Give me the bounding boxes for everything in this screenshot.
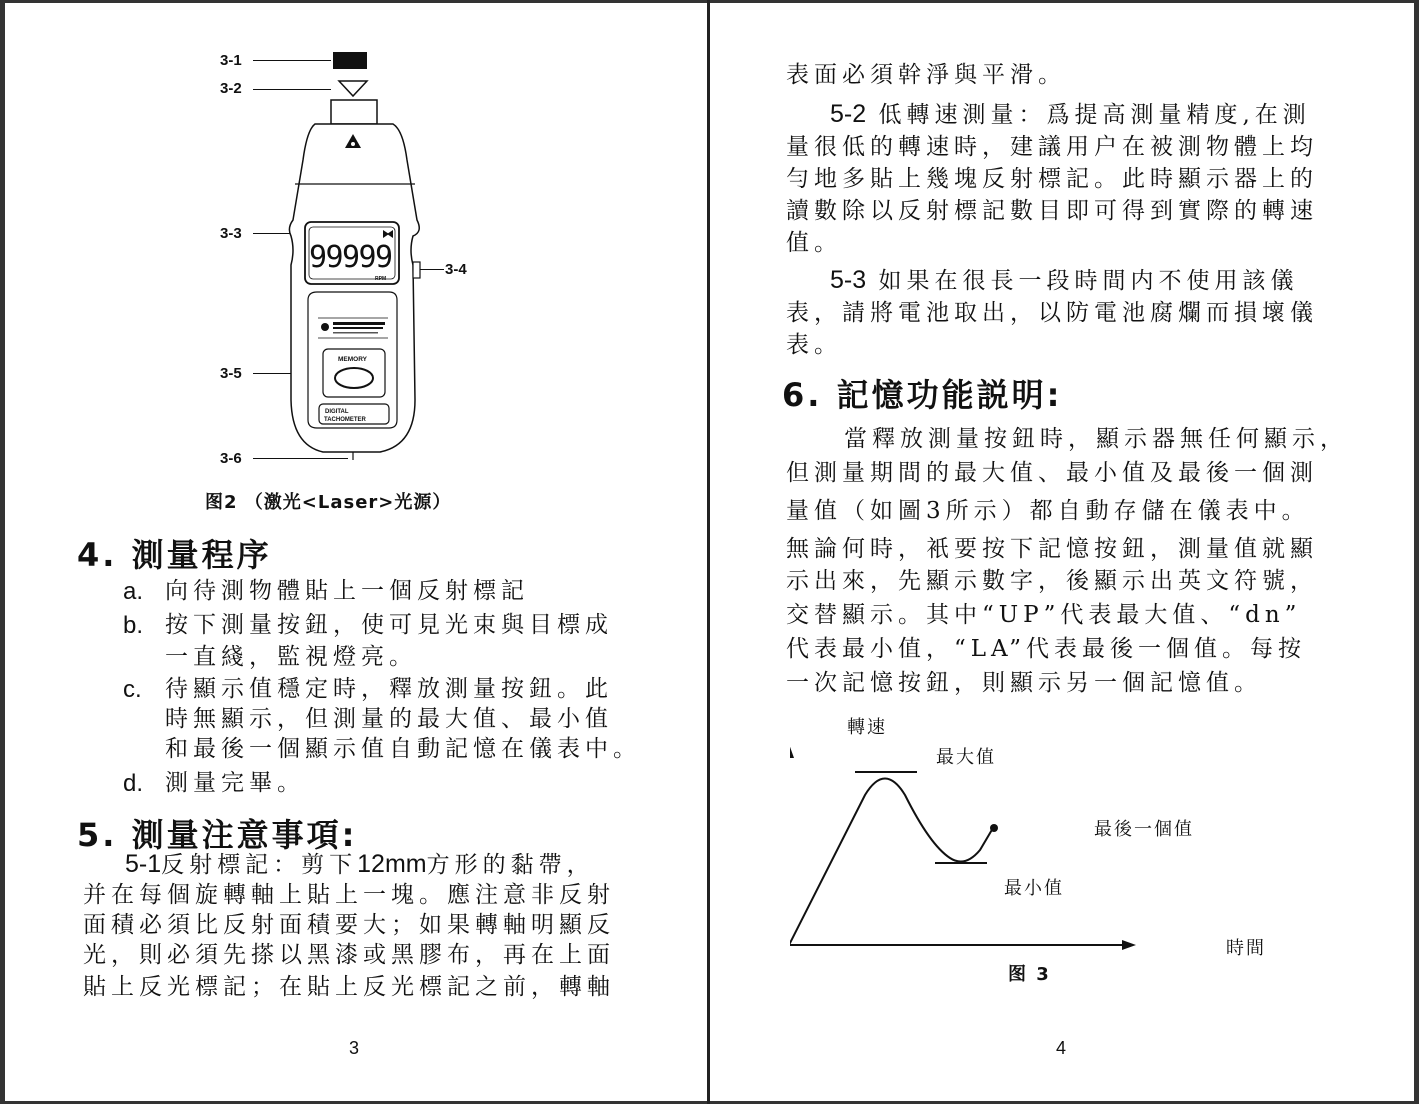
section-5-heading: 5. 測量注意事項:: [77, 816, 358, 854]
right-page: 表面必須幹淨與平滑。 5-2 低轉速測量：爲提高測量精度,在測 量很低的轉速時，建議用户在被測物體上均 勻地多貼上幾塊反射標記。此時顯示器上的 讀數除以反射標記數目即可得到實際的轉速 值。 5-3 如果在很長一段時間内不使用該儀 表，請將電池取出，以防電池腐爛而損壞儀 表。 6. 記憶功能説明: 當釋放測量按鈕時，顯示器無任何顯示， 但測量期間的最大值、最小值及最後一個測 量值（如圖3所示）都自動存儲在儀表中。 無論何時，衹要按下記憶按鈕，測量值就顯 示出來，先顯示數字，後顯示出英文符號， 交替顯示。其中“UP”代表最大值、“dn” 代表最小值，“LA”代表最後一個值。每按 一次記憶按鈕，則顯示另一個記憶值。 轉速 最大值 最小值 最後一個值 時間 图 3 4: [782, 62, 1348, 1058]
continued-line: 表面必須幹淨與平滑。: [786, 62, 1066, 88]
x-axis-label: 時間: [1226, 938, 1266, 959]
y-axis-label: 轉速: [847, 717, 887, 738]
speed-time-curve: [790, 740, 1230, 960]
last-value-dot: [990, 824, 998, 832]
list-item-d: 測量完畢。: [165, 770, 305, 796]
callout-3-5: 3-5: [220, 365, 242, 382]
figure-3-caption: 图 3: [1008, 964, 1051, 985]
callout-3-4: 3-4: [445, 261, 467, 278]
list-item-a: 向待測物體貼上一個反射標記: [165, 578, 529, 604]
x-axis-arrow-icon: [1122, 940, 1136, 950]
laser-beam-icon: [339, 81, 367, 96]
max-value-label: 最大值: [936, 747, 996, 768]
callout-3-2: 3-2: [220, 80, 242, 97]
svg-text:TACHOMETER: TACHOMETER: [324, 417, 366, 423]
min-value-label: 最小值: [1004, 878, 1064, 899]
list-item-b: 按下測量按鈕，使可見光束與目標成: [165, 612, 613, 638]
callout-3-6: 3-6: [220, 450, 242, 467]
svg-text:MEMORY: MEMORY: [338, 356, 368, 363]
callout-3-1: 3-1: [220, 52, 242, 69]
callout-3-3: 3-3: [220, 225, 242, 242]
page-number: 4: [1056, 1038, 1067, 1058]
figure-2-caption: 图2 （激光<Laser>光源）: [205, 492, 452, 513]
memory-button: [335, 368, 373, 388]
section-4-heading: 4. 測量程序: [77, 536, 272, 574]
list-item-c-cont: 時無顯示，但測量的最大值、最小值: [165, 706, 613, 732]
tachometer-drawing: [275, 40, 435, 470]
list-item-c: 待顯示值穩定時，釋放測量按鈕。此: [165, 676, 613, 702]
section-6-heading: 6. 記憶功能説明:: [782, 376, 1063, 414]
left-page: 3-1 3-2 3-3 3-4 3-5 3-6 99999 RPM MEMORY DIGITAL TACHOMETER 图2 （激光<Laser>光源） 4. 測量程序 a. 向待測物體貼上一個反射標記 b. 按下測量按鈕，使可見光束與目標成 一直綫，監視燈亮。 c. 待顯示值穩定時，釋放測量按鈕。此 時無顯示，但測量的最大值、最小值 和最後一個顯示值自動記憶在儀表中。 d. 測量完畢。 5. 測量注意事項: 5-1反射標記：剪下12mm方形的黏帶， 并在每個旋轉軸上貼上一塊。應注意非反射 面積必須比反射面積要大；如果轉軸明顯反 光，則必須先搽以黑漆或黑膠布，再在上面 貼上反光標記；在貼上反光標記之前，轉軸 3: [5, 0, 707, 1104]
y-axis-arrow-icon: [790, 744, 794, 758]
svg-text:DIGITAL: DIGITAL: [325, 409, 349, 415]
side-button: [413, 262, 420, 278]
page-number: 3: [349, 1038, 360, 1058]
svg-text:RPM: RPM: [375, 276, 387, 282]
svg-text:99999: 99999: [309, 240, 393, 275]
last-value-label: 最後一個值: [1094, 819, 1194, 840]
list-item-c-cont: 和最後一個顯示值自動記憶在儀表中。: [165, 736, 641, 762]
sensor-block-icon: [333, 52, 367, 69]
list-item-b-cont: 一直綫，監視燈亮。: [165, 644, 417, 670]
